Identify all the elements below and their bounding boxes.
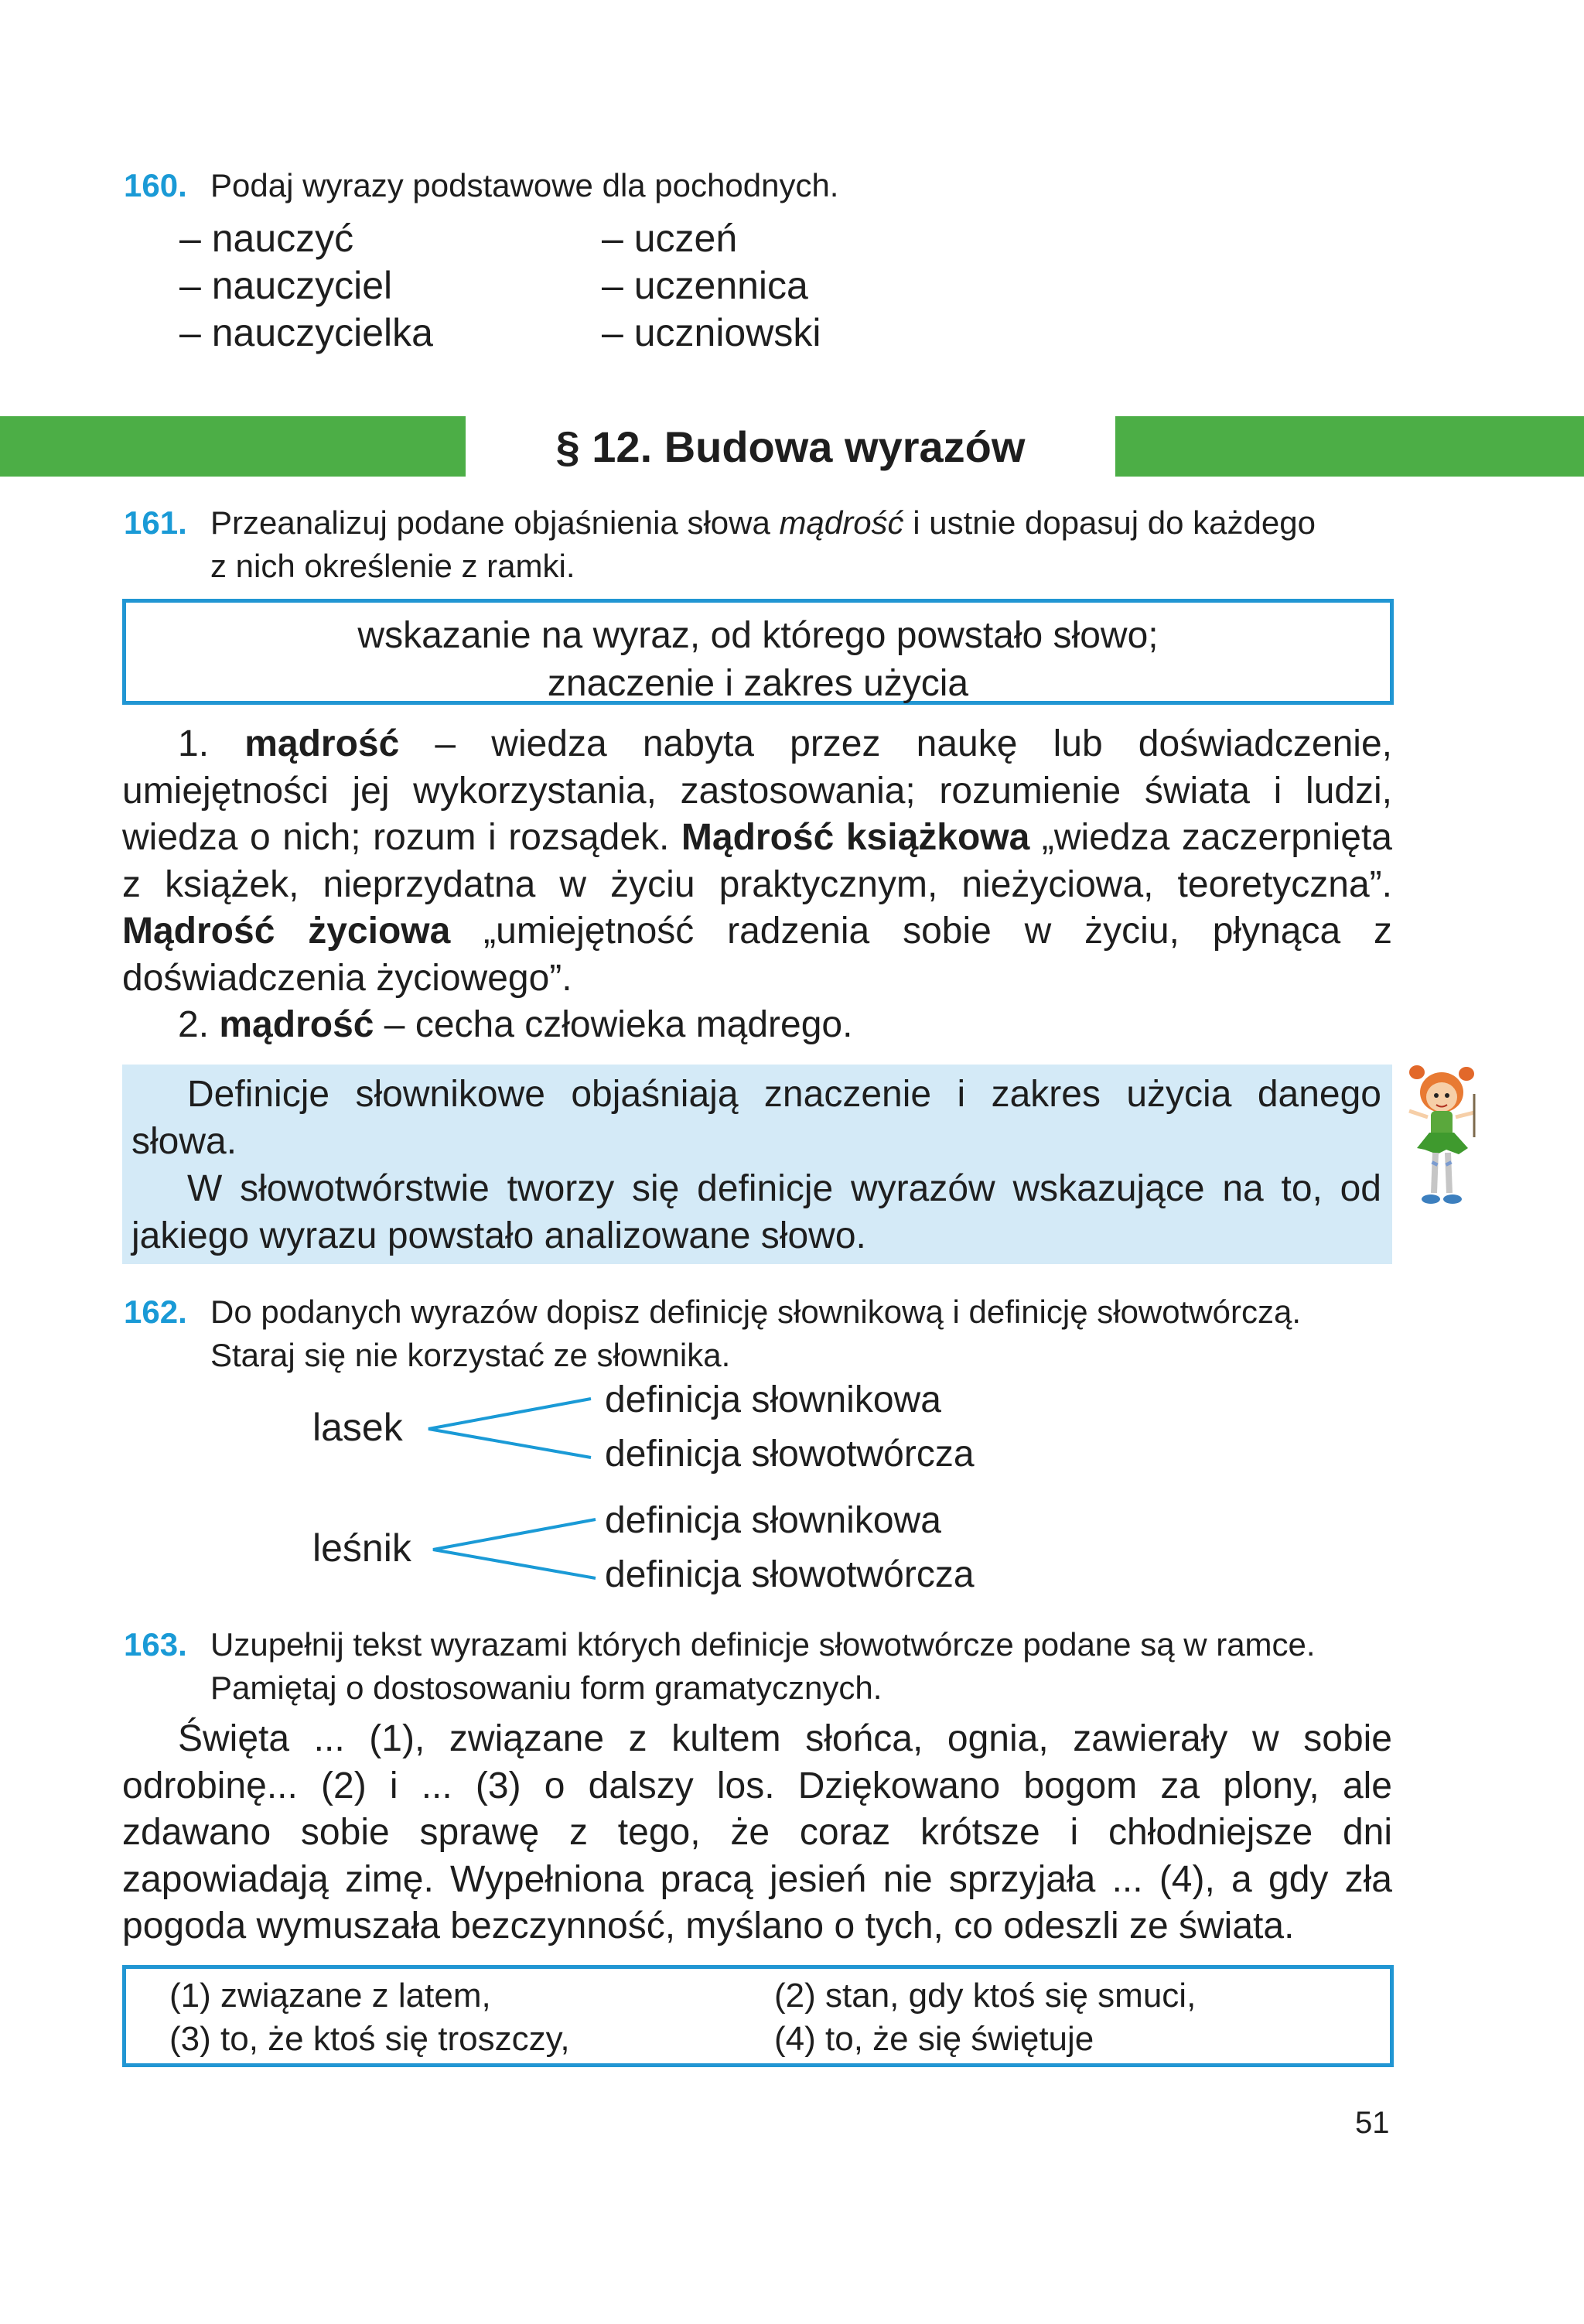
exercise-number: 162.	[124, 1294, 187, 1330]
instruction-text: i ustnie dopasuj do każdego	[903, 504, 1316, 541]
instruction-text: Uzupełnij tekst wyrazami których definicje słowotwórcze podane są w ramce.	[210, 1626, 1316, 1663]
gap-fill-paragraph: Święta ... (1), związane z kultem słońca, ognia, zawierały w sobie odrobinę... (2) i ... (3) o dalszy los. Dziękowano bogom za plony, ale zdawano sobie sprawę z tego, że coraz krótsze i chłodniejsze dni zapowiadają zimę. Wypełniona pracą jesień nie sprzyjała ... (4), a gdy zła pogoda wymuszała bezczynność, myślano o tych, co odeszli ze świata.	[122, 1718, 1392, 1946]
exercise-number: 163.	[124, 1626, 187, 1663]
rule-paragraph: Definicje słownikowe objaśniają znaczenie i zakres użycia danego słowa.	[131, 1074, 1381, 1162]
rule-box	[122, 1065, 1392, 1264]
exercise-161-instruction	[124, 501, 1439, 588]
word-lasek: lasek	[312, 1406, 403, 1449]
definition-text: – cecha człowieka mądrego.	[374, 1004, 853, 1045]
exercise-number: 160.	[124, 167, 187, 203]
instruction-text: Do podanych wyrazów dopisz definicję słownikową i definicję słowotwórczą.	[210, 1294, 1301, 1330]
definition-option: definicja słowotwórcza	[605, 1434, 975, 1475]
headword: mądrość	[244, 723, 400, 764]
definition-1	[122, 721, 1392, 1002]
definition-text: – wiedza nabyta przez naukę lub doświadczenie, umiejętności jej wykorzystania, zastosowania; rozumienie świata i ludzi, wiedza o nich; rozum i rozsądek.	[122, 723, 1392, 858]
word-lesnik: leśnik	[312, 1526, 411, 1570]
word-item: – uczennica	[602, 264, 808, 307]
derived-words-column-1	[179, 215, 433, 357]
dictionary-definitions	[122, 721, 1392, 1049]
exercise-number: 161.	[124, 504, 187, 541]
instruction-text: Przeanalizuj podane objaśnienia słowa	[210, 504, 780, 541]
gap-fill-text	[122, 1716, 1392, 1950]
definition-text: „wiedza zaczerpnięta z książek, nieprzydatna w życiu praktycznym, nieżyciowa, teoretyczna”.	[122, 817, 1392, 905]
branch-lines-icon	[430, 1513, 600, 1583]
definition-number: 2.	[178, 1004, 220, 1045]
definition-option: definicja słownikowa	[605, 1500, 941, 1541]
instruction-text: Staraj się nie korzystać ze słownika.	[210, 1337, 731, 1373]
phrase-headword: Mądrość książkowa	[681, 817, 1030, 858]
definition-option: definicja słowotwórcza	[605, 1554, 975, 1595]
instruction-text: z nich określenie z ramki.	[210, 548, 575, 584]
answer-choice-box	[122, 599, 1394, 705]
box-definition: (2) stan, gdy ktoś się smuci,	[774, 1977, 1197, 2015]
derived-words-column-2	[602, 215, 821, 357]
box-definition: (1) związane z latem,	[169, 1977, 491, 2015]
choice-line: wskazanie na wyraz, od którego powstało słowo;	[357, 615, 1159, 656]
section-bar-left	[0, 416, 466, 477]
box-definition: (3) to, że ktoś się troszczy,	[169, 2020, 570, 2058]
word-item: – nauczyć	[179, 217, 354, 260]
box-definition: (4) to, że się świętuje	[774, 2020, 1094, 2058]
instruction-text: Pamiętaj o dostosowaniu form gramatycznych.	[210, 1670, 882, 1706]
definition-text: „umiejętność radzenia sobie w życiu, płynąca z doświadczenia życiowego”.	[122, 911, 1392, 999]
word-definitions-box	[122, 1965, 1394, 2067]
word-item: – uczniowski	[602, 311, 821, 354]
word-item: – nauczyciel	[179, 264, 393, 307]
instruction-keyword: mądrość	[779, 504, 904, 541]
girl-mascot-icon	[1400, 1063, 1485, 1218]
exercise-163-instruction	[124, 1623, 1439, 1710]
choice-line: znaczenie i zakres użycia	[547, 663, 969, 704]
definition-option: definicja słownikowa	[605, 1379, 941, 1420]
definition-2	[122, 1002, 1392, 1049]
exercise-160-instruction	[124, 164, 1439, 207]
word-item: – uczeń	[602, 217, 738, 260]
section-title: § 12. Budowa wyrazów	[555, 422, 1026, 471]
headword: mądrość	[219, 1004, 374, 1045]
exercise-162-instruction	[124, 1290, 1439, 1377]
definition-number: 1.	[178, 723, 245, 764]
branch-lines-icon	[425, 1393, 596, 1462]
rule-paragraph: W słowotwórstwie tworzy się definicje wyrazów wskazujące na to, od jakiego wyrazu powstało analizowane słowo.	[131, 1168, 1381, 1256]
word-item: – nauczycielka	[179, 311, 433, 354]
instruction-text: Podaj wyrazy podstawowe dla pochodnych.	[210, 167, 839, 203]
page-number: 51	[1355, 2106, 1390, 2140]
phrase-headword: Mądrość życiowa	[122, 911, 451, 952]
section-bar-right	[1115, 416, 1584, 477]
